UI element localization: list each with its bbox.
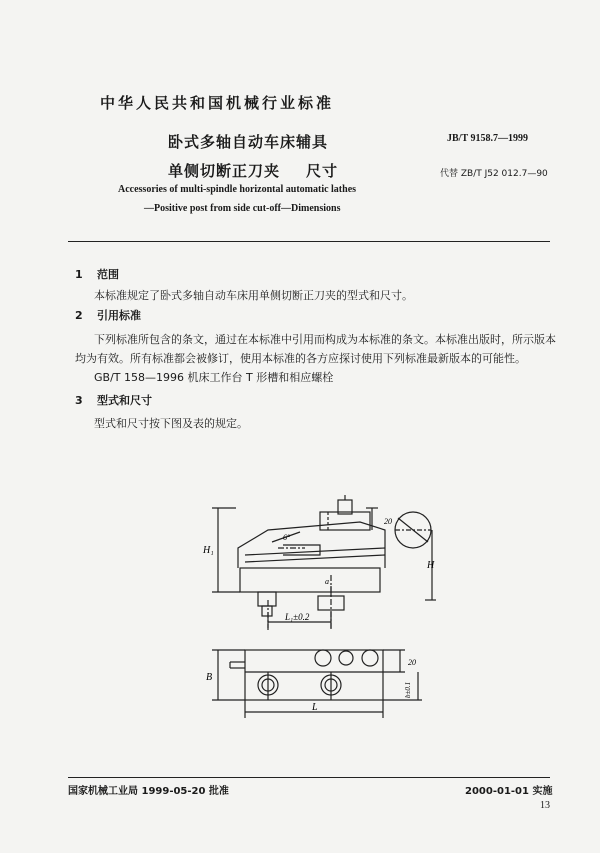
standard-number: JB/T 9158.7—1999 [447,133,528,144]
bottom-rule [68,777,550,778]
title-line-1: 卧式多轴自动车床辅具 [168,133,329,151]
label-a: a [325,577,329,586]
label-tolerance: b±0.1 [404,681,412,698]
section-2-title: 引用标准 [97,309,141,322]
label-L1: L₁±0.2 [285,612,310,622]
section-2-reference: GB/T 158—1996 机床工作台 T 形槽和相应螺栓 [94,371,334,384]
english-title-2: —Positive post from side cut-off—Dimensions [144,203,341,214]
section-2-body-line-1: 下列标准所包含的条文，通过在本标准中引用而构成为本标准的条文。本标准出版时，所示版本 [94,333,556,346]
section-3-title: 型式和尺寸 [97,394,152,407]
org-header: 中华人民共和国机械行业标准 [100,94,335,112]
label-B: B [206,672,213,683]
section-1-number: 1 [75,268,83,281]
title-line-2-main: 单侧切断正刀夹 [168,162,281,180]
section-1-body: 本标准规定了卧式多轴自动车床用单侧切断正刀夹的型式和尺寸。 [94,289,413,302]
section-3-body: 型式和尺寸按下图及表的规定。 [94,417,248,430]
section-2-body-line-2: 均为有效。所有标准都会被修订，使用本标准的各方应探讨使用下列标准最新版本的可能性。 [75,352,526,365]
replaces-standard: 代替 ZB/T J52 012.7—90 [440,169,548,179]
label-20-bottom: 20 [408,658,416,667]
label-L: L [312,702,318,713]
label-20-top: 20 [384,517,392,526]
front-view-base [240,568,380,592]
english-title-1: Accessories of multi-spindle horizontal automatic lathes [118,184,357,195]
title-line-2-suffix: 尺寸 [306,162,339,180]
page-number: 13 [540,800,550,811]
label-H1: H₁ [203,545,214,556]
footer-effective-date: 2000-01-01 实施 [465,786,553,797]
label-H: H [427,560,435,571]
section-3-number: 3 [75,394,83,407]
label-angle: 6° [283,533,291,542]
section-1-title: 范围 [97,268,119,281]
section-2-number: 2 [75,309,83,322]
footer-issuer: 国家机械工业局 1999-05-20 批准 [68,786,229,797]
